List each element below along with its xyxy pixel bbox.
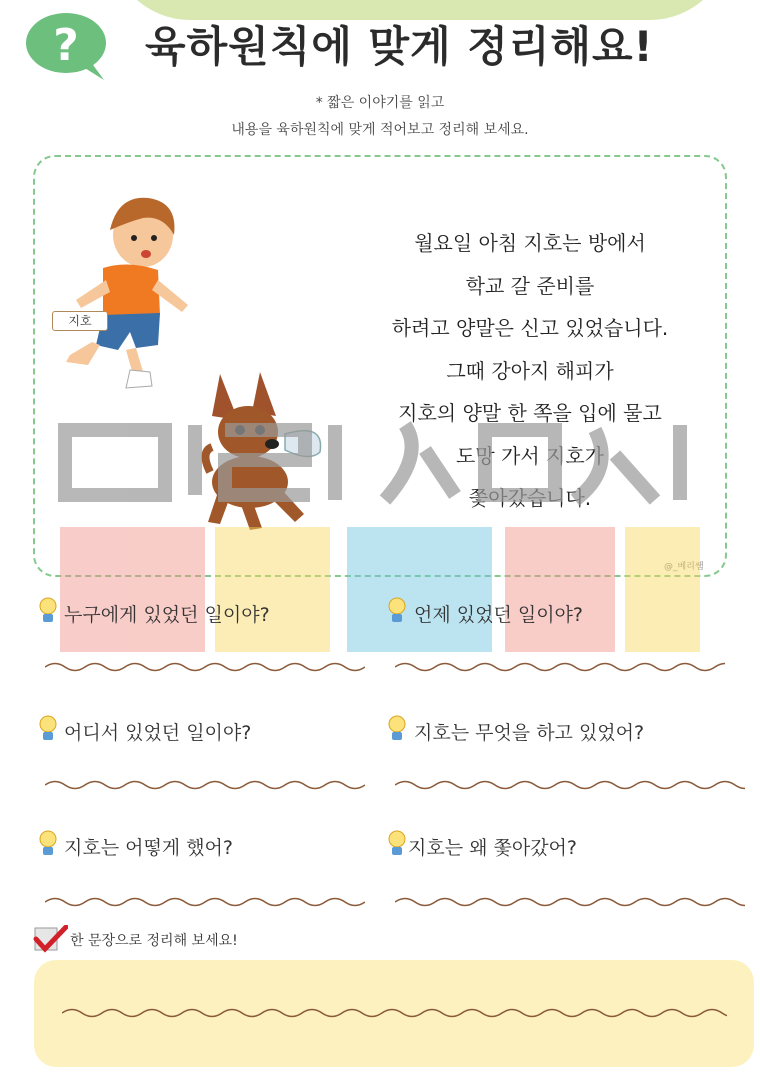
lightbulb-icon [386, 595, 408, 625]
answer-line [395, 660, 725, 674]
answer-line [45, 895, 365, 909]
question-mark: ? [53, 20, 79, 71]
summary-answer-line [62, 1006, 727, 1020]
story-line: 월요일 아침 지호는 방에서 [414, 231, 646, 255]
story-text [350, 222, 710, 520]
checkmark-icon [32, 925, 68, 955]
lightbulb-icon [37, 828, 59, 858]
summary-label: 한 문장으로 정리해 보세요! [70, 933, 238, 949]
question-what: 지호는 무엇을 하고 있었어? [414, 722, 645, 744]
answer-line [395, 778, 745, 792]
answer-line [45, 660, 365, 674]
lightbulb-icon [37, 713, 59, 743]
question-how: 지호는 어떻게 했어? [64, 837, 233, 859]
question-bubble-icon [22, 10, 110, 80]
story-line: 학교 갈 준비를 [465, 273, 595, 298]
question-who: 누구에게 있었던 일이야? [64, 604, 270, 626]
question-when: 언제 있었던 일이야? [414, 604, 583, 626]
page-title: 육하원칙에 맞게 정리해요! [145, 22, 654, 71]
story-line: 그때 강아지 해피가 [446, 358, 614, 383]
story-line: 쫓아갔습니다. [468, 486, 592, 510]
question-where: 어디서 있었던 일이야? [64, 722, 252, 744]
story-line: 도망 가서 지호가 [456, 443, 604, 468]
character-tag: 지호 [52, 311, 108, 331]
instruction-line-1: * 짧은 이야기를 읽고 [315, 95, 445, 111]
dog-illustration [200, 372, 335, 532]
instruction-line-2: 내용을 육하원칙에 맞게 적어보고 정리해 보세요. [231, 122, 529, 138]
lightbulb-icon [386, 713, 408, 743]
answer-line [45, 778, 365, 792]
answer-line [395, 895, 745, 909]
question-why: 지호는 왜 쫓아갔어? [408, 837, 577, 859]
credit-text: @_베리쌤 [664, 562, 704, 572]
story-line: 지호의 양말 한 쪽을 입에 물고 [398, 401, 662, 425]
lightbulb-icon [37, 595, 59, 625]
boy-illustration [48, 190, 198, 400]
story-line: 하려고 양말은 신고 있었습니다. [391, 316, 669, 340]
lightbulb-icon [386, 828, 408, 858]
